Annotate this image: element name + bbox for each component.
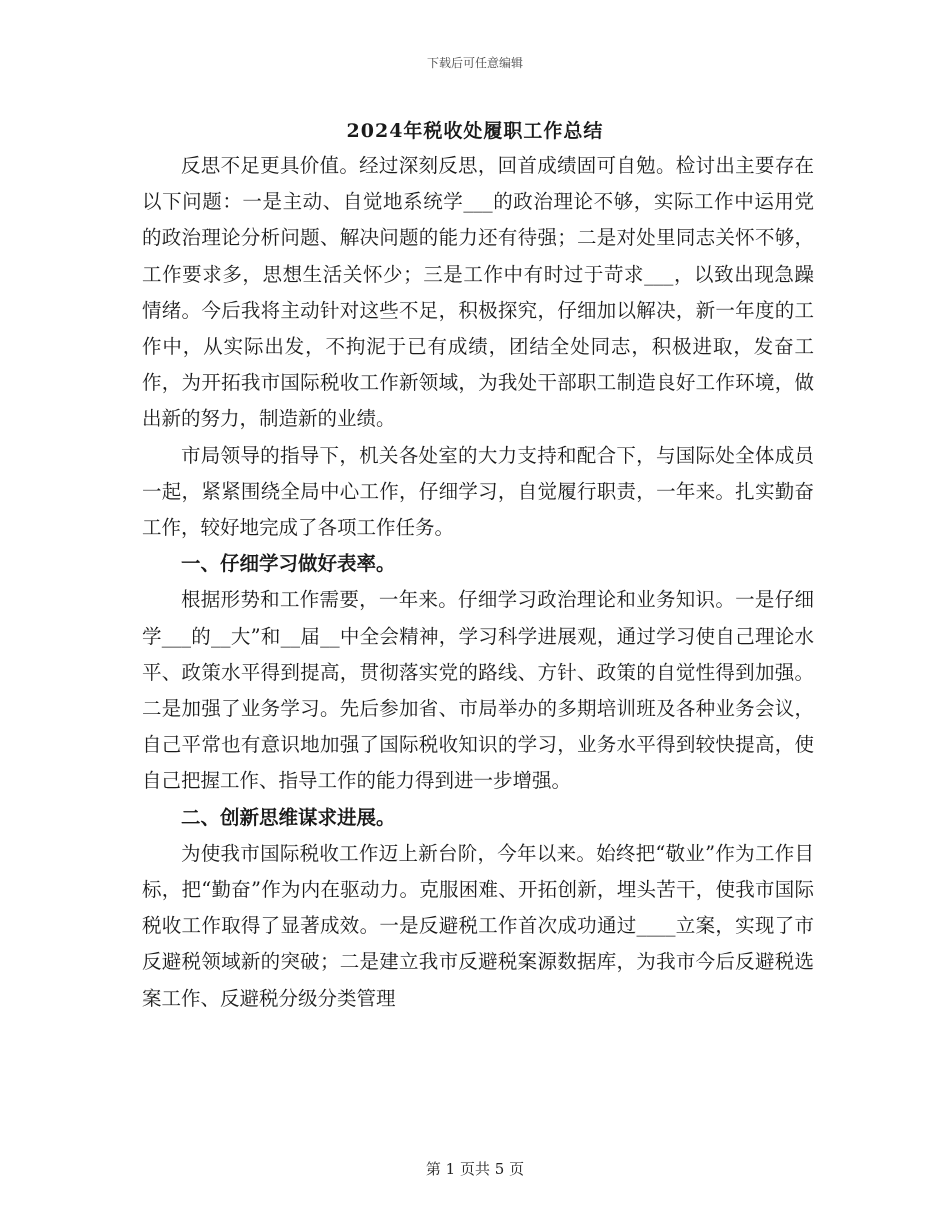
paragraph-study: 根据形势和工作需要，一年来。仔细学习政治理论和业务知识。一是仔细学___的__大”和__届__中全会精神，学习科学进展观，通过学习使自己理论水平、政策水平得到提高，贯彻落实党的路线、方针、政策的自觉性得到加强。二是加强了业务学习。先后参加省、市局举办的多期培训班及各种业务会议，自己平常也有意识地加强了国际税收知识的学习，业务水平得到较快提高，使自己把握工作、指导工作的能力得到进一步增强。 [142, 588, 814, 793]
document-body [142, 148, 814, 1017]
section-heading-study: 一、仔细学习做好表率。 [181, 552, 396, 576]
section-heading-innovation: 二、创新思维谋求进展。 [181, 805, 396, 829]
document-title: 2024年税收处履职工作总结 [346, 120, 604, 142]
page-footer: 第 1 页共 5 页 [425, 1160, 525, 1178]
paragraph-intro: 市局领导的指导下，机关各处室的大力支持和配合下，与国际处全体成员一起，紧紧围绕全局中心工作，仔细学习，自觉履行职责，一年来。扎实勤奋工作，较好地完成了各项工作任务。 [142, 443, 814, 540]
header-note: 下载后可任意编辑 [426, 56, 523, 70]
paragraph-innovation: 为使我市国际税收工作迈上新台阶，今年以来。始终把“敬业”作为工作目标，把“勤奋”作为内在驱动力。克服困难、开拓创新，埋头苦干，使我市国际税收工作取得了显著成效。一是反避税工作首次成功通过____立案，实现了市反避税领域新的突破；二是建立我市反避税案源数据库，为我市今后反避税选案工作、反避税分级分类管理 [142, 841, 814, 1010]
paragraph-reflection: 反思不足更具价值。经过深刻反思，回首成绩固可自勉。检讨出主要存在以下问题：一是主动、自觉地系统学___的政治理论不够，实际工作中运用党的政治理论分析问题、解决问题的能力还有待强；二是对处里同志关怀不够，工作要求多，思想生活关怀少；三是工作中有时过于苛求___，以致出现急躁情绪。今后我将主动针对这些不足，积极探究，仔细加以解决，新一年度的工作中，从实际出发，不拘泥于已有成绩，团结全处同志，积极进取，发奋工作，为开拓我市国际税收工作新领域，为我处干部职工制造良好工作环境，做出新的努力，制造新的业绩。 [142, 154, 814, 431]
